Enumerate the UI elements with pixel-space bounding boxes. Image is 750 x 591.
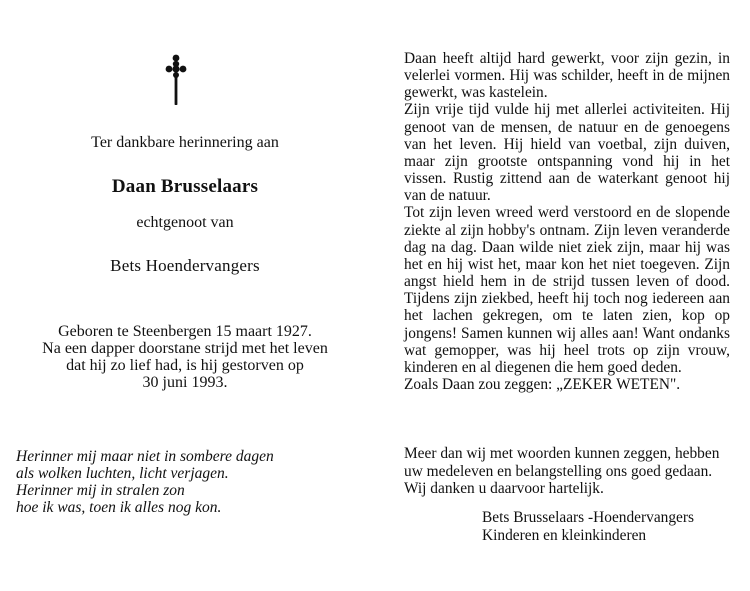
- biography: [404, 50, 730, 393]
- poem-line: als wolken luchten, licht verjagen.: [16, 465, 229, 482]
- poem-line: Herinner mij in stralen zon: [16, 482, 185, 499]
- deceased-name: Daan Brusselaars: [111, 176, 259, 197]
- signature: [482, 509, 742, 545]
- dates-line: Geboren te Steenbergen 15 maart 1927.: [58, 323, 312, 340]
- poem-line: Herinner mij maar niet in sombere dagen: [16, 448, 274, 465]
- signature-line: Bets Brusselaars -Hoendervangers: [482, 509, 694, 526]
- bio-paragraph: Daan heeft altijd hard gewerkt, voor zijn gezin, in velerlei vormen. Hij was schilder, heeft in de mijnen gewerkt, was kastelein.: [404, 50, 730, 102]
- spouse-name: Bets Hoendervangers: [110, 256, 260, 275]
- poem-line: hoe ik was, toen ik alles nog kon.: [16, 499, 222, 516]
- bio-paragraph: Tot zijn leven wreed werd verstoord en de slopende ziekte al zijn hobby's ontnam. Zijn leven veranderde dag na dag. Daan wilde niet ziek zijn, maar hij was het en hij wist het, maar kon het niet toegeven. Zijn angst hield hem in de strijd tussen leven of dood. Tijdens zijn ziekbed, heeft hij toch nog iedereen aan het lachen gekregen, om te laten zien, kop op jongens! Samen kunnen wij alles aan! Want ondanks wat gemopper, was hij heel trots op zijn vrouw, kinderen en al diegenen die hem goed deden.: [404, 204, 730, 376]
- dates-line: dat hij zo lief had, is hij gestorven op: [66, 357, 304, 374]
- signature-line: Kinderen en kleinkinderen: [482, 527, 647, 544]
- poem: [16, 448, 346, 516]
- spouse-label: echtgenoot van: [136, 214, 234, 231]
- intro-text: Ter dankbare herinnering aan: [91, 134, 279, 151]
- thanks-message: Meer dan wij met woorden kunnen zeggen, hebben uw medeleven en belangstelling ons goed gedaan. Wij danken u daarvoor hartelijk.: [404, 445, 720, 497]
- bio-paragraph: Zoals Daan zou zeggen: „ZEKER WETEN".: [404, 375, 681, 393]
- dates-line: 30 juni 1993.: [142, 374, 228, 391]
- dates-line: Na een dapper doorstane strijd met het leven: [42, 340, 328, 357]
- birth-death-dates: [20, 323, 350, 391]
- cross-icon: [160, 54, 192, 106]
- bio-paragraph: Zijn vrije tijd vulde hij met allerlei activiteiten. Hij genoot van de mensen, de natuur en de genoegens van het leven. Hij hield van voetbal, zijn duiven, maar zijn grootste ontspanning vond hij in het vissen. Rustig zittend aan de waterkant genoot hij van de natuur.: [404, 101, 730, 205]
